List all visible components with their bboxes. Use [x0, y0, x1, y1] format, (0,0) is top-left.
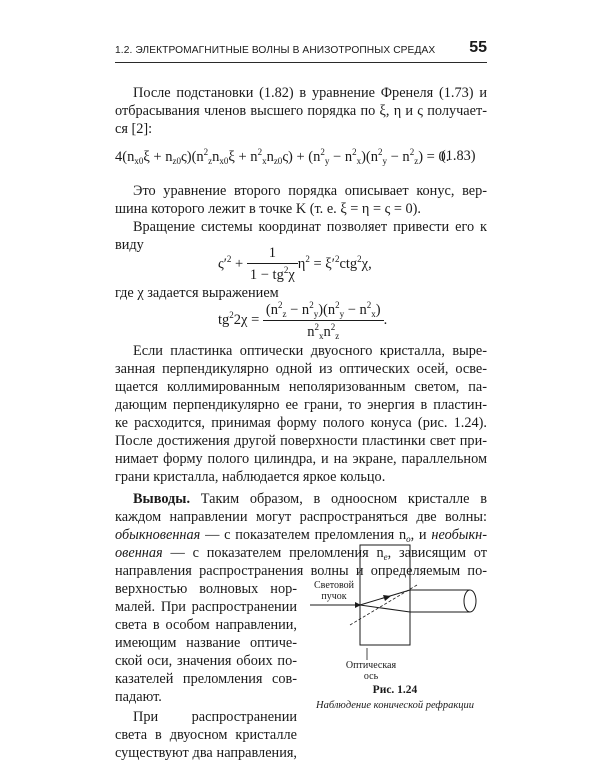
equation-number: (1.83) [441, 148, 476, 164]
text-line: После подстановки (1.82) в уравнение Френеля (1.73) и [133, 85, 487, 101]
text-line: где χ задается выражением [115, 285, 279, 301]
figure-conical-refraction [305, 540, 485, 745]
text-line: ся [2]: [115, 121, 153, 137]
text-line: Вращение системы координат позволяет привести его к [133, 219, 487, 235]
text-line: казателей преломления сов- [115, 671, 297, 687]
text-line: ке расходится, принимая форму полого конуса (рис. 1.24). [115, 415, 487, 431]
label-light-beam: Световой пучок [313, 580, 354, 602]
label-optic-axis: Оптическая ось [345, 660, 397, 682]
running-title: 1.2. ЭЛЕКТРОМАГНИТНЫЕ ВОЛНЫ В АНИЗОТРОПНЫХ СРЕДАХ [115, 45, 436, 56]
cone-edge-bottom [360, 605, 410, 612]
conical-refraction-diagram [305, 540, 485, 680]
text-line: верхностью волновых нор- [115, 581, 297, 597]
text-line: отбрасывания членов высшего порядка по ξ, η и ς получает- [115, 103, 487, 119]
running-header [115, 38, 487, 60]
text-line: обыкновенная — с показателем преломления $n_o$, и необыкн- [115, 527, 487, 544]
text-line: света в двуосном кристалле [115, 727, 297, 743]
text-line: каждом направлении могут распространяться две волны: [115, 509, 487, 525]
text-line: Выводы. Таким образом, в одноосном кристалле в [133, 491, 487, 507]
text-line: После достижения другой поверхности пластинки свет при- [115, 433, 487, 449]
header-rule [115, 62, 487, 63]
crystal-plate [360, 545, 410, 645]
page-number: 55 [469, 39, 487, 56]
text-line: шина которого лежит в точке K (т. е. ξ = η = ς = 0). [115, 201, 421, 217]
text-line: дающим перпендикулярно ее грани, то энергия в пластин- [115, 397, 487, 413]
text-line: виду [115, 237, 144, 253]
text-line: ской оси, значения обоих по- [115, 653, 297, 669]
figure-caption-text: Наблюдение конической рефракции [316, 700, 474, 711]
text-line: нимает форму полого цилиндра, и на экране, параллельном [115, 451, 487, 467]
text-line: При распространении [133, 709, 297, 725]
text-line: грани кристалла, наблюдается яркое кольцо. [115, 469, 386, 485]
text-line: существуют два направления, [115, 745, 297, 761]
equation-cone: $\varsigma'^2$ + $\frac{1}{1 - tg^2\chi}$ $\eta^2 = \xi'^2ctg^2\chi$, [218, 245, 372, 283]
cone-arrow [383, 595, 391, 601]
equation-1-83: $4(n_{x0}\xi + n_{z0}\varsigma)(n^2_zn_{x0}\xi + n^2_xn_{z0}\varsigma) + (n^2_y - n^2_x)(n^2_y - n^2_z) = 0$. [115, 147, 450, 166]
text-line: овенная — с показателем преломления $n_e$, зависящим от [115, 545, 487, 562]
text-line: Это уравнение второго порядка описывает конус, вер- [133, 183, 487, 199]
cylinder-end [464, 590, 476, 612]
text-line: света в особом направлении, [115, 617, 297, 633]
text-line: занная перпендикулярно одной из оптических осей, осве- [115, 361, 487, 377]
text-line: имеющим название оптиче- [115, 635, 297, 651]
text-line: направления распространения волны и определяемым по- [115, 563, 487, 579]
text-line: малей. При распространении [115, 599, 297, 615]
text-line: щается коллимированным неполяризованным светом, па- [115, 379, 487, 395]
equation-chi: $tg^22\chi$ = $\frac{(n^2_z - n^2_y)(n^2_y - n^2_x)}{n^2_xn^2_z}$ . [218, 300, 388, 341]
text-line: Если пластинка оптически двуосного кристалла, выре- [133, 343, 487, 359]
text-line: падают. [115, 689, 162, 705]
conclusions-label: Выводы. [133, 491, 191, 507]
figure-caption-number: Рис. 1.24 [372, 684, 418, 696]
